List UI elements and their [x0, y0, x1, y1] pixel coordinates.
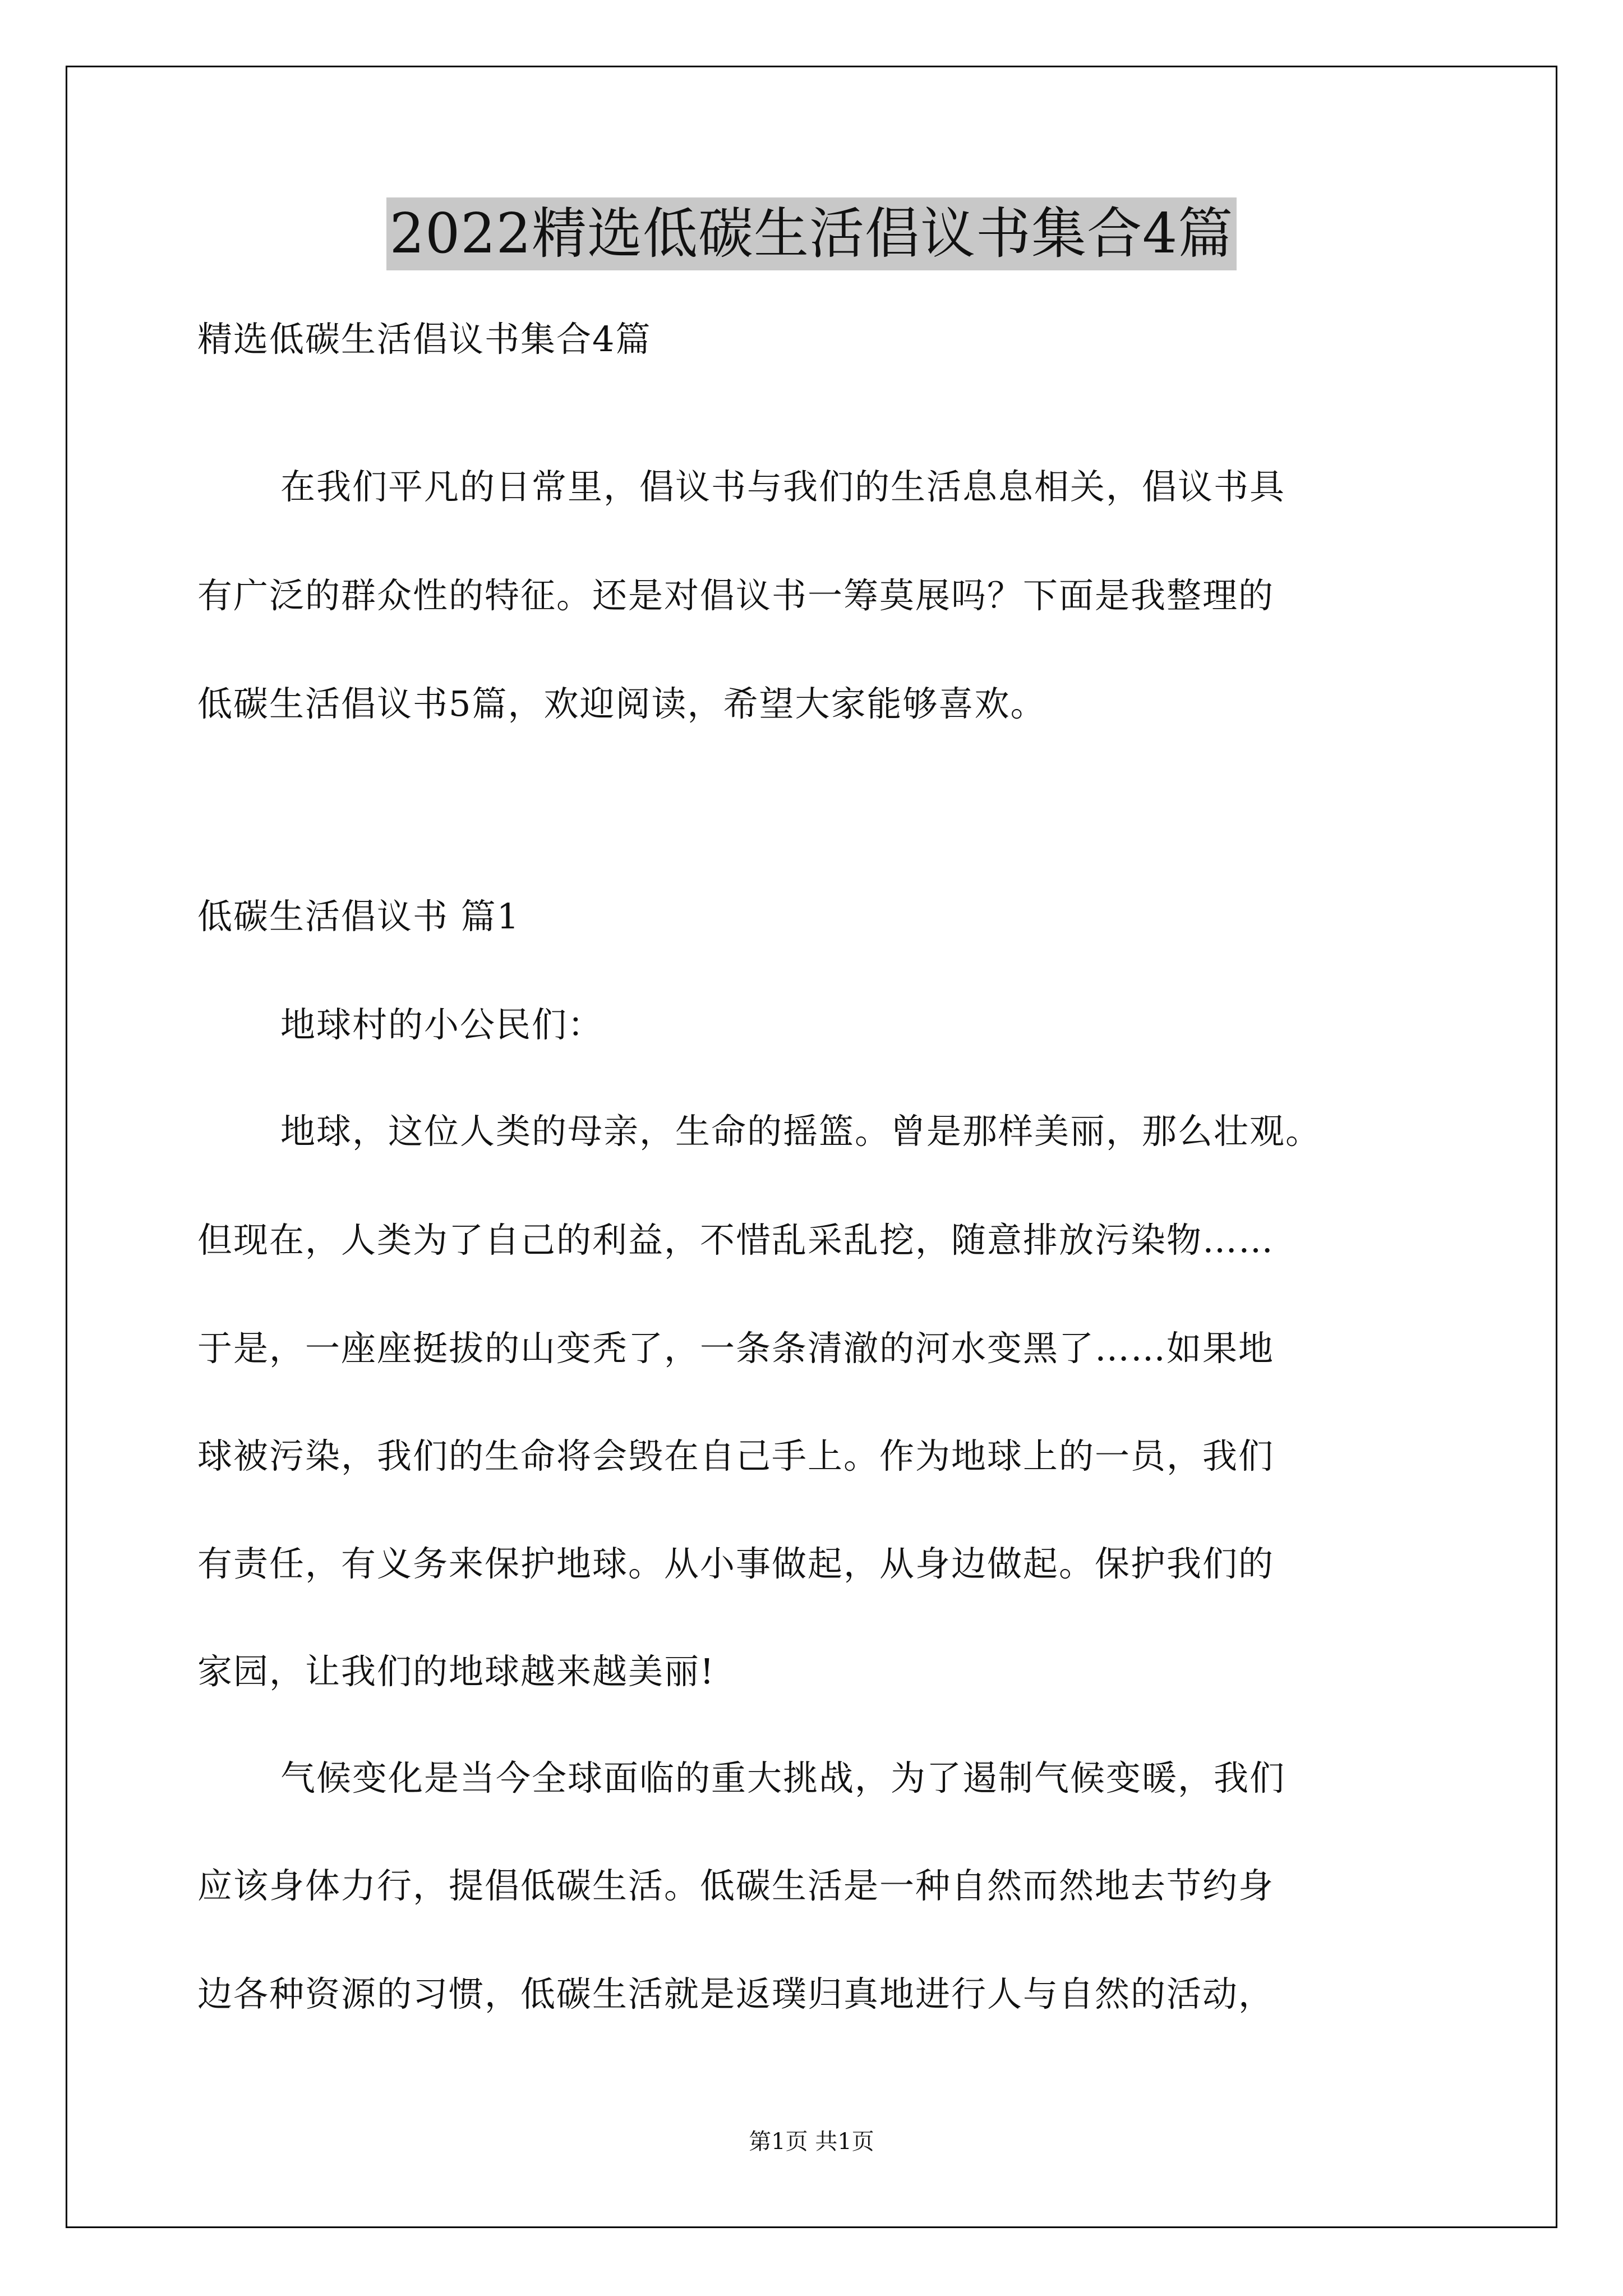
paragraph-line: 地球，这位人类的母亲，生命的摇篮。曾是那样美丽，那么壮观。 — [280, 1111, 1322, 1152]
salutation: 地球村的小公民们： — [280, 1004, 604, 1045]
intro-line: 在我们平凡的日常里，倡议书与我们的生活息息相关，倡议书具 — [280, 466, 1286, 507]
paragraph-line: 球被污染，我们的生命将会毁在自己手上。作为地球上的一员，我们 — [197, 1435, 1275, 1476]
intro-line: 有广泛的群众性的特征。还是对倡议书一筹莫展吗？下面是我整理的 — [197, 575, 1275, 616]
document-subtitle: 精选低碳生活倡议书集合4篇 — [197, 319, 652, 360]
paragraph-line: 但现在，人类为了自己的利益，不惜乱采乱挖，随意排放污染物…… — [197, 1220, 1275, 1260]
section-heading: 低碳生活倡议书 篇1 — [197, 896, 520, 937]
paragraph-line: 于是，一座座挺拔的山变秃了，一条条清澈的河水变黑了……如果地 — [197, 1328, 1275, 1369]
intro-line: 低碳生活倡议书5篇，欢迎阅读，希望大家能够喜欢。 — [197, 683, 1046, 724]
paragraph-line: 气候变化是当今全球面临的重大挑战，为了遏制气候变暖，我们 — [280, 1757, 1286, 1798]
page-footer: 第1页 共1页 — [749, 2129, 874, 2155]
paragraph-line: 边各种资源的习惯，低碳生活就是返璞归真地进行人与自然的活动， — [197, 1973, 1275, 2014]
paragraph-line: 家园，让我们的地球越来越美丽! — [197, 1651, 715, 1692]
paragraph-line: 有责任，有义务来保护地球。从小事做起，从身边做起。保护我们的 — [197, 1543, 1275, 1584]
document-title: 2022精选低碳生活倡议书集合4篇 — [386, 197, 1237, 270]
title-container — [0, 197, 1623, 270]
paragraph-line: 应该身体力行，提倡低碳生活。低碳生活是一种自然而然地去节约身 — [197, 1865, 1275, 1906]
